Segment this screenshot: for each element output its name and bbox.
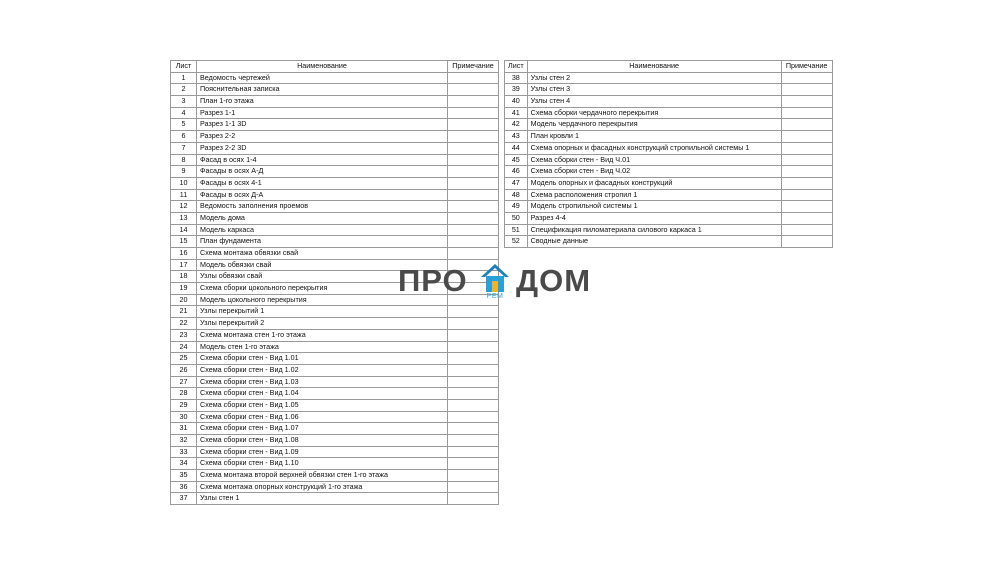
sheet-number-cell: 25 xyxy=(171,353,197,365)
header-sheet: Лист xyxy=(171,61,197,73)
header-sheet: Лист xyxy=(505,61,528,73)
sheet-note-cell xyxy=(448,96,499,108)
table-row xyxy=(505,166,833,178)
table-row xyxy=(171,423,499,435)
table-row xyxy=(171,481,499,493)
sheet-name-cell: Схема сборки стен - Вид Ч.01 xyxy=(527,154,781,166)
sheet-number-cell: 12 xyxy=(171,201,197,213)
sheet-number-cell: 28 xyxy=(171,388,197,400)
sheet-number-cell: 48 xyxy=(505,189,528,201)
table-row xyxy=(171,224,499,236)
sheet-note-cell xyxy=(781,96,832,108)
table-row xyxy=(505,154,833,166)
sheet-note-cell xyxy=(448,107,499,119)
sheet-number-cell: 1 xyxy=(171,72,197,84)
sheet-note-cell xyxy=(448,493,499,505)
table-row xyxy=(505,236,833,248)
sheet-note-cell xyxy=(448,119,499,131)
sheet-name-cell: Разрез 2-2 3D xyxy=(197,142,448,154)
sheet-name-cell: Схема сборки стен - Вид 1.01 xyxy=(197,353,448,365)
drawing-list-table-right xyxy=(504,60,833,248)
sheet-note-cell xyxy=(781,131,832,143)
sheet-note-cell xyxy=(448,411,499,423)
sheet-number-cell: 22 xyxy=(171,318,197,330)
table-row xyxy=(171,458,499,470)
table-row xyxy=(171,411,499,423)
sheet-number-cell: 3 xyxy=(171,96,197,108)
sheet-name-cell: Сводные данные xyxy=(527,236,781,248)
sheet-note-cell xyxy=(448,224,499,236)
sheet-note-cell xyxy=(781,236,832,248)
sheet-name-cell: Схема сборки стен - Вид Ч.02 xyxy=(527,166,781,178)
sheet-number-cell: 6 xyxy=(171,131,197,143)
sheet-name-cell: Модель чердачного перекрытия xyxy=(527,119,781,131)
sheet-name-cell: Узлы стен 1 xyxy=(197,493,448,505)
table-row xyxy=(171,353,499,365)
sheet-name-cell: Ведомость чертежей xyxy=(197,72,448,84)
sheet-note-cell xyxy=(781,166,832,178)
sheet-note-cell xyxy=(448,306,499,318)
sheet-note-cell xyxy=(448,376,499,388)
sheet-number-cell: 20 xyxy=(171,294,197,306)
sheet-number-cell: 37 xyxy=(171,493,197,505)
sheet-note-cell xyxy=(448,399,499,411)
header-note: Примечание xyxy=(781,61,832,73)
sheet-number-cell: 35 xyxy=(171,470,197,482)
sheet-name-cell: Схема сборки стен - Вид 1.08 xyxy=(197,435,448,447)
table-row xyxy=(505,201,833,213)
table-row xyxy=(171,201,499,213)
sheet-name-cell: Схема сборки стен - Вид 1.05 xyxy=(197,399,448,411)
sheet-number-cell: 39 xyxy=(505,84,528,96)
table-header-row xyxy=(171,61,499,73)
logo-text-right: ДОМ xyxy=(516,263,592,298)
sheet-note-cell xyxy=(448,329,499,341)
sheet-number-cell: 38 xyxy=(505,72,528,84)
sheet-note-cell xyxy=(448,470,499,482)
sheet-number-cell: 26 xyxy=(171,364,197,376)
pro-dom-logo xyxy=(398,263,602,307)
sheet-number-cell: 31 xyxy=(171,423,197,435)
sheet-note-cell xyxy=(781,119,832,131)
sheet-name-cell: Ведомость заполнения проемов xyxy=(197,201,448,213)
sheet-note-cell xyxy=(781,224,832,236)
sheet-name-cell: Разрез 4-4 xyxy=(527,212,781,224)
table-row xyxy=(171,306,499,318)
sheet-number-cell: 8 xyxy=(171,154,197,166)
sheet-number-cell: 18 xyxy=(171,271,197,283)
sheet-name-cell: Фасады в осях 4-1 xyxy=(197,177,448,189)
sheet-name-cell: Схема сборки чердачного перекрытия xyxy=(527,107,781,119)
sheet-note-cell xyxy=(448,318,499,330)
sheet-number-cell: 32 xyxy=(171,435,197,447)
sheet-number-cell: 13 xyxy=(171,212,197,224)
sheet-note-cell xyxy=(448,142,499,154)
sheet-note-cell xyxy=(448,131,499,143)
logo-subtext: РЕМ xyxy=(486,293,504,300)
sheet-name-cell: План кровли 1 xyxy=(527,131,781,143)
sheet-name-cell: Схема сборки стен - Вид 1.10 xyxy=(197,458,448,470)
table-row xyxy=(171,329,499,341)
sheet-number-cell: 16 xyxy=(171,248,197,260)
table-row xyxy=(171,177,499,189)
sheet-number-cell: 19 xyxy=(171,283,197,295)
sheet-name-cell: Узлы стен 3 xyxy=(527,84,781,96)
sheet-note-cell xyxy=(781,177,832,189)
sheet-note-cell xyxy=(781,154,832,166)
sheet-note-cell xyxy=(448,248,499,260)
sheet-name-cell: Модель обвязки свай xyxy=(197,259,448,271)
sheet-name-cell: Схема опорных и фасадных конструкций стропильной системы 1 xyxy=(527,142,781,154)
table-body-right xyxy=(505,72,833,247)
table-row xyxy=(171,399,499,411)
table-header-row xyxy=(505,61,833,73)
table-row xyxy=(505,72,833,84)
table-row xyxy=(171,318,499,330)
sheet-name-cell: Схема монтажа второй верхней обвязки стен 1-го этажа xyxy=(197,470,448,482)
sheet-number-cell: 2 xyxy=(171,84,197,96)
table-row xyxy=(171,119,499,131)
sheet-name-cell: Модель стропильной системы 1 xyxy=(527,201,781,213)
table-row xyxy=(171,72,499,84)
sheet-name-cell: Разрез 2-2 xyxy=(197,131,448,143)
sheet-note-cell xyxy=(781,142,832,154)
header-name: Наименование xyxy=(197,61,448,73)
sheet-note-cell xyxy=(448,201,499,213)
sheet-number-cell: 7 xyxy=(171,142,197,154)
sheet-number-cell: 10 xyxy=(171,177,197,189)
sheet-name-cell: Узлы перекрытий 1 xyxy=(197,306,448,318)
sheet-note-cell xyxy=(448,166,499,178)
table-row xyxy=(171,131,499,143)
sheet-note-cell xyxy=(448,364,499,376)
table-row xyxy=(505,212,833,224)
sheet-number-cell: 23 xyxy=(171,329,197,341)
sheet-note-cell xyxy=(781,212,832,224)
sheet-number-cell: 50 xyxy=(505,212,528,224)
sheet-number-cell: 21 xyxy=(171,306,197,318)
sheet-number-cell: 30 xyxy=(171,411,197,423)
sheet-note-cell xyxy=(781,84,832,96)
sheet-note-cell xyxy=(448,423,499,435)
sheet-name-cell: План фундамента xyxy=(197,236,448,248)
sheet-number-cell: 27 xyxy=(171,376,197,388)
table-row xyxy=(505,189,833,201)
table-row xyxy=(505,107,833,119)
sheet-name-cell: Модель цокольного перекрытия xyxy=(197,294,448,306)
sheet-number-cell: 45 xyxy=(505,154,528,166)
sheet-number-cell: 52 xyxy=(505,236,528,248)
sheet-number-cell: 17 xyxy=(171,259,197,271)
sheet-note-cell xyxy=(448,435,499,447)
sheet-note-cell xyxy=(448,84,499,96)
sheet-name-cell: Схема монтажа стен 1-го этажа xyxy=(197,329,448,341)
sheet-number-cell: 34 xyxy=(171,458,197,470)
table-row xyxy=(505,84,833,96)
table-row xyxy=(171,446,499,458)
sheet-number-cell: 40 xyxy=(505,96,528,108)
sheet-name-cell: Узлы перекрытий 2 xyxy=(197,318,448,330)
sheet-name-cell: Схема сборки стен - Вид 1.04 xyxy=(197,388,448,400)
sheet-name-cell: Разрез 1-1 3D xyxy=(197,119,448,131)
sheet-name-cell: Модель каркаса xyxy=(197,224,448,236)
sheet-number-cell: 14 xyxy=(171,224,197,236)
table-row xyxy=(171,107,499,119)
table-row xyxy=(171,470,499,482)
sheet-name-cell: Фасады в осях Д-А xyxy=(197,189,448,201)
sheet-number-cell: 49 xyxy=(505,201,528,213)
sheet-number-cell: 41 xyxy=(505,107,528,119)
sheet-note-cell xyxy=(448,72,499,84)
sheet-name-cell: Разрез 1-1 xyxy=(197,107,448,119)
house-icon xyxy=(480,263,510,293)
sheet-number-cell: 36 xyxy=(171,481,197,493)
sheet-name-cell: Пояснительная записка xyxy=(197,84,448,96)
sheet-note-cell xyxy=(448,177,499,189)
table-row xyxy=(505,119,833,131)
table-row xyxy=(171,493,499,505)
sheet-note-cell xyxy=(448,341,499,353)
table-row xyxy=(171,96,499,108)
sheet-name-cell: Схема сборки стен - Вид 1.09 xyxy=(197,446,448,458)
table-row xyxy=(505,142,833,154)
sheet-name-cell: Спецификация пиломатериала силового каркаса 1 xyxy=(527,224,781,236)
sheet-name-cell: Узлы стен 2 xyxy=(527,72,781,84)
table-row xyxy=(171,435,499,447)
table-row xyxy=(171,236,499,248)
sheet-note-cell xyxy=(781,201,832,213)
sheet-number-cell: 51 xyxy=(505,224,528,236)
sheet-name-cell: Модель опорных и фасадных конструкций xyxy=(527,177,781,189)
sheet-note-cell xyxy=(448,458,499,470)
table-row xyxy=(505,96,833,108)
table-row xyxy=(171,142,499,154)
sheet-number-cell: 29 xyxy=(171,399,197,411)
table-row xyxy=(171,212,499,224)
table-row xyxy=(505,224,833,236)
sheet-name-cell: План 1-го этажа xyxy=(197,96,448,108)
sheet-note-cell xyxy=(448,154,499,166)
sheet-note-cell xyxy=(781,72,832,84)
table-row xyxy=(171,364,499,376)
table-row xyxy=(171,248,499,260)
sheet-name-cell: Модель дома xyxy=(197,212,448,224)
sheet-name-cell: Схема монтажа обвязки свай xyxy=(197,248,448,260)
sheet-note-cell xyxy=(448,189,499,201)
sheet-name-cell: Схема расположения стропил 1 xyxy=(527,189,781,201)
sheet-number-cell: 24 xyxy=(171,341,197,353)
sheet-number-cell: 9 xyxy=(171,166,197,178)
sheet-note-cell xyxy=(448,212,499,224)
sheet-note-cell xyxy=(781,189,832,201)
sheet-name-cell: Модель стен 1-го этажа xyxy=(197,341,448,353)
sheet-name-cell: Схема сборки стен - Вид 1.03 xyxy=(197,376,448,388)
table-row xyxy=(171,166,499,178)
sheet-number-cell: 47 xyxy=(505,177,528,189)
sheet-name-cell: Схема сборки стен - Вид 1.07 xyxy=(197,423,448,435)
sheet-name-cell: Фасад в осях 1-4 xyxy=(197,154,448,166)
table-row xyxy=(171,84,499,96)
sheet-name-cell: Схема сборки стен - Вид 1.02 xyxy=(197,364,448,376)
sheet-note-cell xyxy=(448,446,499,458)
sheet-name-cell: Узлы стен 4 xyxy=(527,96,781,108)
sheet-note-cell xyxy=(448,388,499,400)
sheet-number-cell: 33 xyxy=(171,446,197,458)
sheet-note-cell xyxy=(781,107,832,119)
table-row xyxy=(171,341,499,353)
sheet-note-cell xyxy=(448,353,499,365)
sheet-name-cell: Схема сборки цокольного перекрытия xyxy=(197,283,448,295)
table-row xyxy=(505,177,833,189)
sheet-note-cell xyxy=(448,481,499,493)
table-row xyxy=(171,376,499,388)
table-row xyxy=(171,388,499,400)
sheet-name-cell: Узлы обвязки свай xyxy=(197,271,448,283)
sheet-number-cell: 43 xyxy=(505,131,528,143)
sheet-number-cell: 5 xyxy=(171,119,197,131)
sheet-number-cell: 44 xyxy=(505,142,528,154)
table-row xyxy=(171,154,499,166)
header-name: Наименование xyxy=(527,61,781,73)
table-row xyxy=(171,189,499,201)
header-note: Примечание xyxy=(448,61,499,73)
sheet-name-cell: Схема сборки стен - Вид 1.06 xyxy=(197,411,448,423)
sheet-note-cell xyxy=(448,236,499,248)
sheet-number-cell: 4 xyxy=(171,107,197,119)
sheet-number-cell: 42 xyxy=(505,119,528,131)
sheet-number-cell: 11 xyxy=(171,189,197,201)
table-row xyxy=(505,131,833,143)
sheet-number-cell: 46 xyxy=(505,166,528,178)
sheet-number-cell: 15 xyxy=(171,236,197,248)
sheet-name-cell: Фасады в осях А-Д xyxy=(197,166,448,178)
sheet-name-cell: Схема монтажа опорных конструкций 1-го этажа xyxy=(197,481,448,493)
logo-text-left: ПРО xyxy=(398,263,468,298)
